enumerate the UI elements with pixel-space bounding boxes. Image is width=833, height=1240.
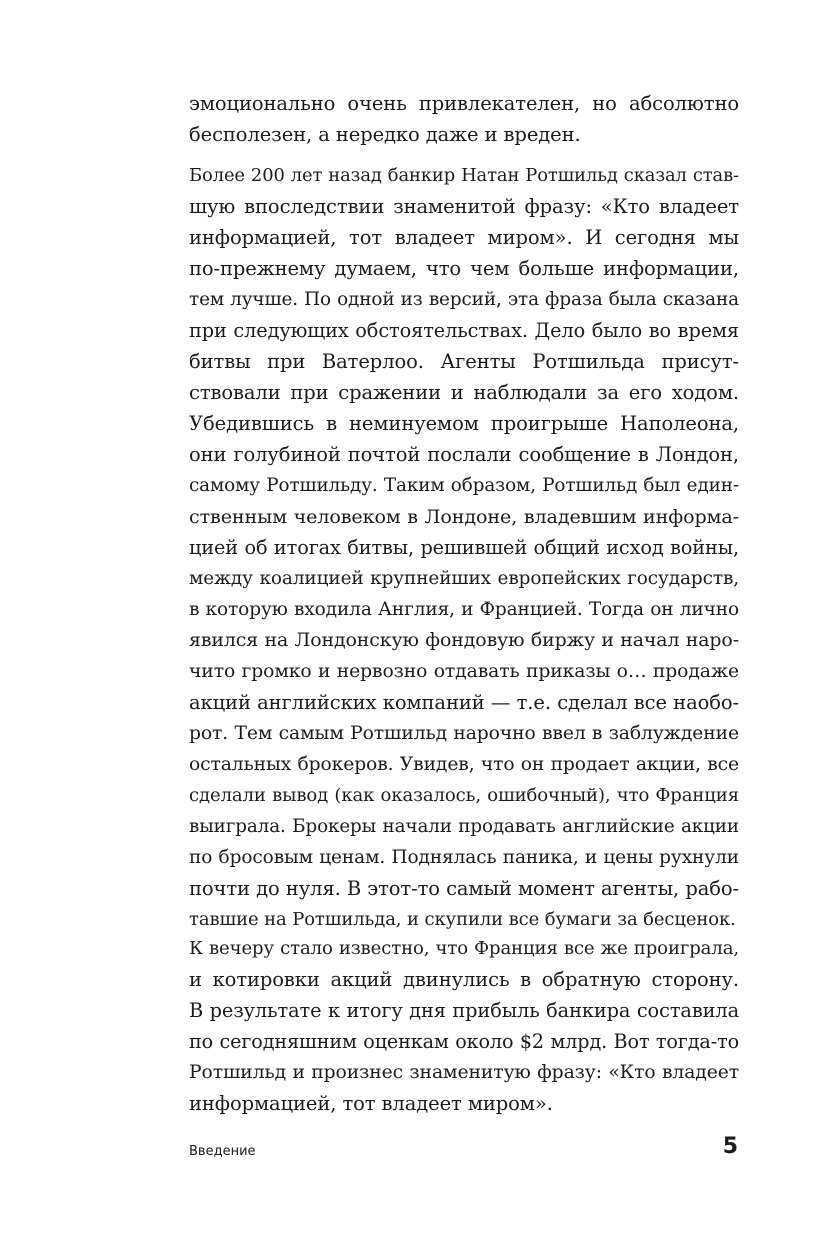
text-line: по сегодняшним оценкам около $2 млрд. Вот тогда-то (189, 1030, 739, 1053)
text-line: по-прежнему думаем, что чем больше информации, (189, 257, 739, 280)
text-line: самому Ротшильду. Таким образом, Ротшильд был един- (189, 475, 739, 496)
text-line: при следующих обстоятельствах. Дело было во время (189, 319, 739, 342)
text-line: В результате к итогу дня прибыль банкира составила (189, 999, 739, 1022)
text-line: Ротшильд и произнес знаменитую фразу: «Кто владеет (189, 1062, 739, 1083)
text-line: выиграла. Брокеры начали продавать английские акции (189, 816, 739, 837)
text-line: акций английских компаний — т.е. сделал все наобо- (189, 691, 739, 714)
text-line: цией об итогах битвы, решившей общий исход войны, (189, 536, 739, 559)
text-line: ствовали при сражении и наблюдали за его ходом. (189, 381, 739, 404)
text-line: тем лучше. По одной из версий, эта фраза была сказана (189, 289, 739, 310)
text-line: Более 200 лет назад банкир Натан Ротшильд сказал став- (189, 165, 739, 186)
text-line: шую впоследствии знаменитой фразу: «Кто владеет (189, 195, 739, 218)
text-line: бесполезен, а нередко даже и вреден. (189, 123, 581, 146)
text-line: Убедившись в неминуемом проигрыше Наполеона, (189, 412, 739, 435)
paragraph (189, 88, 739, 150)
text-line: между коалицией крупнейших европейских государств, (189, 568, 739, 589)
text-line: явился на Лондонскую фондовую биржу и начал наро- (189, 629, 739, 651)
running-footer-section: Введение (189, 1144, 256, 1159)
text-line: ственным человеком в Лондоне, владевшим информа- (189, 505, 739, 528)
text-line: в которую входила Англия, и Францией. Тогда он лично (189, 599, 739, 620)
text-line: и котировки акций двинулись в обратную сторону. (189, 968, 739, 991)
text-line: рот. Тем самым Ротшильд нарочно ввел в заблуждение (189, 723, 739, 744)
text-line: битвы при Ватерлоо. Агенты Ротшильда присут- (189, 350, 739, 373)
text-line: почти до нуля. В этот-то самый момент агенты, рабо- (189, 877, 739, 900)
text-line: тавшие на Ротшильда, и скупили все бумаги за бесценок. (189, 909, 736, 930)
text-line: эмоционально очень привлекателен, но абсолютно (189, 92, 739, 115)
paragraph (189, 160, 739, 935)
text-line: чито громко и нервозно отдавать приказы о… продаже (189, 661, 739, 682)
text-line: по бросовым ценам. Поднялась паника, и цены рухнули (189, 847, 739, 868)
text-line: информацией, тот владеет миром». (189, 1092, 553, 1115)
page-number: 5 (722, 1134, 738, 1159)
text-line: они голубиной почтой послали сообщение в Лондон, (189, 443, 739, 466)
paragraph (189, 933, 739, 1119)
text-line: сделали вывод (как оказалось, ошибочный), что Франция (189, 785, 739, 806)
text-line: информацией, тот владеет миром». И сегодня мы (189, 226, 739, 249)
text-line: К вечеру стало известно, что Франция все же проиграла, (189, 938, 739, 959)
text-line: остальных брокеров. Увидев, что он продает акции, все (189, 754, 739, 775)
